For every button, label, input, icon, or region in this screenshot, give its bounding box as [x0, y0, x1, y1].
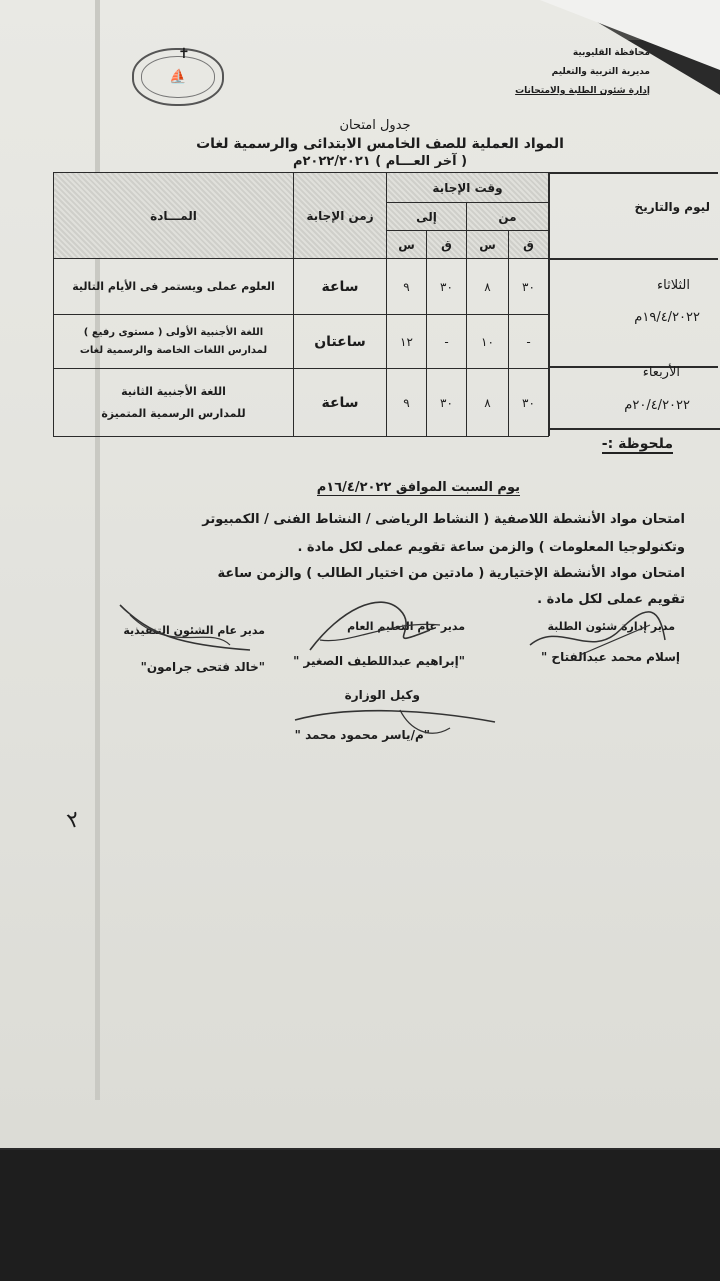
table-row: [54, 369, 549, 437]
emblem-icon: ⛵: [169, 69, 187, 85]
subject-subtext: لمدارس اللغات الخاصة والرسمية لغات: [79, 344, 268, 356]
signature-scribble: [290, 700, 500, 750]
duration-cell: ساعتان: [294, 315, 387, 369]
from-header: من: [467, 203, 549, 231]
to-hour-cell: ١٢: [387, 315, 427, 369]
schedule-table: [53, 172, 549, 437]
to-minute-cell: ٣٠: [427, 259, 467, 315]
note-paragraph: امتحان مواد الأنشطة الإختيارية ( مادتين من اختيار الطالب ) والزمن ساعة: [217, 566, 685, 581]
note-paragraph: امتحان مواد الأنشطة اللاصفية ( النشاط الرياضى / النشاط الفنى / الكمبيوتر: [202, 512, 685, 527]
signature-scribble: [520, 600, 670, 670]
answer-time-header: وقت الإجابة: [387, 173, 549, 203]
signature-scribble: [110, 595, 260, 665]
day-name: الأربعاء: [642, 365, 680, 380]
from-minute-header: ق: [509, 231, 549, 259]
day-name: الثلاثاء: [657, 278, 690, 293]
header-block: [515, 44, 650, 101]
table-row: [54, 259, 549, 315]
to-minute-cell: ٣٠: [427, 369, 467, 437]
note-date: يوم السبت الموافق ١٦/٤/٢٠٢٢م: [316, 480, 520, 495]
marginal-mark: ٢: [64, 806, 84, 835]
date-col-bottom-line: [548, 428, 720, 430]
cross-icon: ✝: [178, 46, 190, 62]
subject-cell: [54, 315, 294, 369]
from-minute-cell: -: [509, 315, 549, 369]
to-hour-cell: ٩: [387, 369, 427, 437]
from-minute-cell: ٣٠: [509, 369, 549, 437]
signature-name: "م/ياسر محمود محمد ": [294, 728, 430, 742]
note-paragraph: تقويم عملى لكل مادة .: [537, 592, 685, 607]
signature-name: "خالد فتحى جرامون": [140, 660, 265, 674]
to-header: إلى: [387, 203, 467, 231]
from-hour-header: س: [467, 231, 509, 259]
from-hour-cell: ٨: [467, 369, 509, 437]
header-department: إدارة شئون الطلبة والامتحانات: [515, 86, 650, 96]
day-date-header: ليوم والتاريخ: [634, 200, 710, 214]
duration-header: زمن الإجابة: [294, 173, 387, 259]
to-minute-header: ق: [427, 231, 467, 259]
subject-text: اللغة الأجنبية الثانية: [121, 384, 226, 398]
date-col-row-line: [548, 366, 718, 368]
subject-subtext: للمدارس الرسمية المتميزة: [101, 406, 246, 420]
signature-title: مدير عام الشئون التنفيذية: [123, 624, 265, 637]
from-minute-cell: ٣٠: [509, 259, 549, 315]
to-hour-header: س: [387, 231, 427, 259]
signature-title: مدير إدارة شئون الطلبة: [547, 620, 675, 633]
table-row: [54, 315, 549, 369]
doc-term: ( آخر العـــام ) ٢٠٢٢/٢٠٢١م: [292, 154, 468, 169]
from-hour-cell: ٨: [467, 259, 509, 315]
subject-cell: [54, 369, 294, 437]
to-hour-cell: ٩: [387, 259, 427, 315]
from-hour-cell: ١٠: [467, 315, 509, 369]
to-minute-cell: -: [427, 315, 467, 369]
date-col-header-line: [548, 258, 718, 260]
signature-title: مدير عام التعليم العام: [347, 620, 465, 633]
subject-text: العلوم عملى ويستمر فى الأيام التالية: [72, 280, 275, 293]
duration-cell: ساعة: [294, 369, 387, 437]
signature-title: وكيل الوزارة: [344, 688, 420, 702]
doc-subtitle: المواد العملية للصف الخامس الابتدائى والرسمية لغات: [196, 136, 564, 152]
date-col-divider: [548, 172, 550, 436]
subject-text: اللغة الأجنبية الأولى ( مستوى رفيع ): [83, 326, 264, 338]
signature-scribble: [290, 580, 450, 670]
duration-cell: ساعة: [294, 259, 387, 315]
header-directorate: مديرية التربية والتعليم: [551, 67, 650, 77]
note-paragraph: وتكنولوجيا المعلومات ) والزمن ساعة تقويم عملى لكل مادة .: [297, 540, 685, 555]
signature-name: إسلام محمد عبدالفتاح ": [541, 650, 680, 664]
day-date: ٢٠/٤/٢٠٢٢م: [624, 398, 690, 413]
subject-cell: [54, 259, 294, 315]
day-date: ١٩/٤/٢٠٢٢م: [634, 310, 700, 325]
table-surface: [0, 1150, 720, 1281]
header-governorate: محافظة القليوبية: [572, 48, 650, 58]
note-label: ملحوظة :-: [601, 436, 673, 452]
subject-header: المـــادة: [54, 173, 294, 259]
doc-title: جدول امتحان: [339, 118, 411, 133]
date-col-top-line: [548, 172, 718, 174]
signature-name: "إبراهيم عبداللطيف الصغير ": [293, 654, 465, 668]
